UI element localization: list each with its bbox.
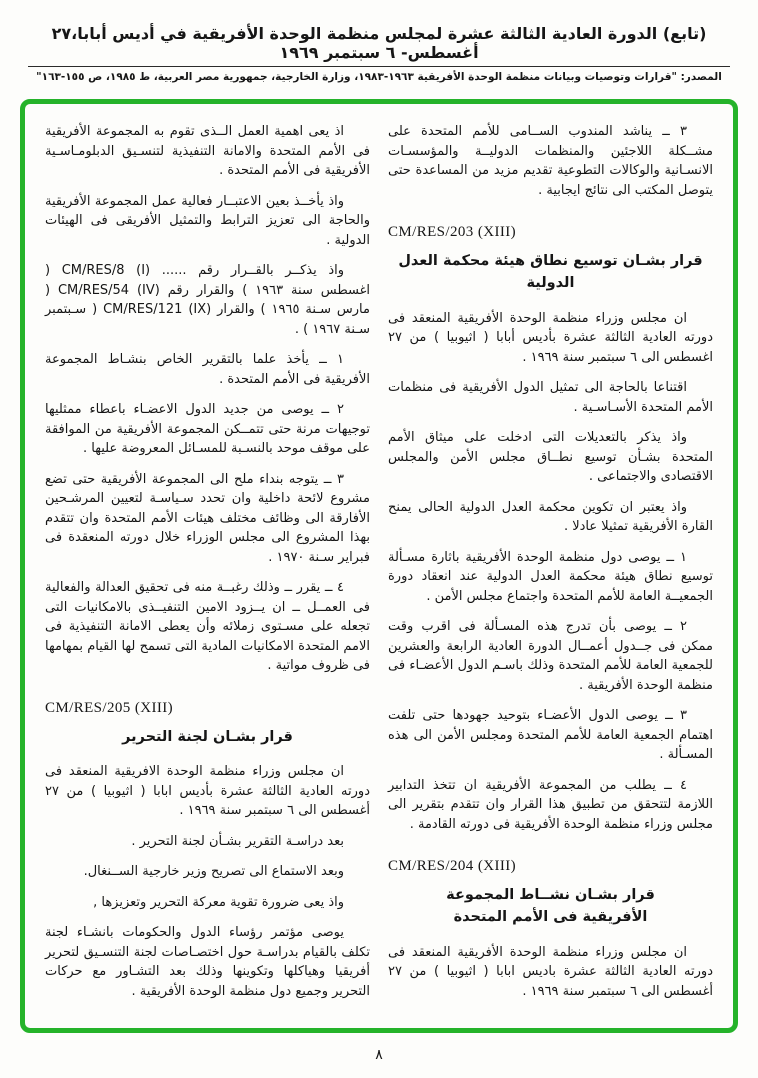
column-right <box>388 122 713 1012</box>
resolution-title-line: قرار بشـان توسيع نطاق هيئة محكمة العدل الدولية <box>398 253 703 291</box>
paragraph-preamble: واذ يذكر بالتعديلات التى ادخلت على ميثاق الأمم المتحدة بشـأن توسيع نطــاق مجلس الأمن والمجلس الاقتصادى والاجتماعى . <box>388 430 713 484</box>
paragraph-preamble: اقتناعا بالحاجة الى تمثيل الدول الأفريقية فى منظمات الأمم المتحدة الأسـاسـية . <box>388 380 713 415</box>
paragraph-preamble: اذ يعى اهمية العمل الــذى تقوم به المجموعة الأفريقية فى الأمم المتحدة والامانة التنفيذية لتنسـيق الدبلومـاسـية الأفريقية فى الأمم المتحدة . <box>45 124 370 178</box>
source-citation: المصدر: "قرارات وتوصيات وبيانات منظمة الوحدة الأفريقية ١٩٦٣-١٩٨٣، وزارة الخارجية، جمهورية مصر العربية، ط ١٩٨٥، ص ١٥٥-١٦٣" <box>36 71 722 83</box>
paragraph-preamble: واذ يعى ضرورة تقوية معركة التحرير وتعزيزها , <box>93 894 344 910</box>
paragraph-council-preamble: ان مجلس وزراء منظمة الوحدة الأفريقية المنعقد فى دورته العادية الثالثة عشرة باديس ابابا ( اثيوبيا ) من ٢٧ أغسطس الى ٦ سبتمبر سنة ١٩٦٩ . <box>388 944 713 999</box>
paragraph-preamble: بعد دراسـة التقرير بشـأن لجنة التحرير . <box>131 833 344 849</box>
page-header <box>0 0 758 83</box>
paragraph-item-3: ٣ ــ يتوجه بنداء ملح الى المجموعة الأفريقية حتى تضع مشروع لائحة داخلية وان تحدد سـياسـة لتعيين المرشـحين الأفارقة الى وظائف مختلف هيئات الأمم المتحدة وان تتقدم بهذا المشروع الى مجلس الوزراء خلال دورته المنعقدة فى فبراير سـنة ١٩٧٠ . <box>45 471 370 565</box>
green-border-frame <box>20 99 738 1033</box>
paragraph-item-1: ١ ــ يوصى دول منظمة الوحدة الأفريقية باثارة مسـألة توسيع نطاق هيئة محكمة العدل الدولية عند انعقاد دورة الجمعيــة العامة للأمم المتحدة واجتماع مجلس الأمن . <box>388 549 713 604</box>
paragraph-operative: يوصى مؤتمر رؤساء الدول والحكومات بانشـاء لجنة تكلف بالقيام بدراسـة حول اختصـاصات لجنة التنسـيق لتحرير أفريقيا وهياكلها وتكوينها وذلك بعد التشـاور مع حركات التحرير وجميع دول منظمة الوحدة الأفريقية . <box>45 925 370 999</box>
paragraph-preamble: واذ يعتبر ان تكوين محكمة العدل الدولية الحالى يمنح القارة الأفريقية تمثيلا عادلا . <box>388 499 713 534</box>
session-title: (تابع) الدورة العادية الثالثة عشرة لمجلس منظمة الوحدة الأفريقية في أديس أبابا،٢٧ أغسطس- ٦ سبتمبر ١٩٦٩ <box>51 24 707 62</box>
resolution-title-204 <box>388 885 713 929</box>
resolution-title-205 <box>45 727 370 749</box>
paragraph-council-preamble: ان مجلس وزراء منظمة الوحدة الافريقية المنعقد فى دورته العادية الثالثة عشرة بأديس ابابا ( اثيوبيا ) من ٢٧ أغسطس الى ٦ سبتمبر سنة ١٩٦٩ . <box>45 764 370 819</box>
paragraph-council-preamble: ان مجلس وزراء منظمة الوحدة الأفريقية المنعقد فى دورته العادية الثالثة عشرة بأديس أبابا ( اثيوبيا ) من ٢٧ اغسطس الى ٦ سبتمبر سنة ١٩٦٩ . <box>388 310 713 365</box>
paragraph-item-4: ٤ ــ يقرر ــ وذلك رغبــة منه فى تحقيق العدالة والفعالية فى العمــل ــ ان يــزود الامين التنفيــذى بالامكانيات التى تجعله على مسـتوى زملائه وأن يعطى الامانة التنفيذية فى الامم المتحدة الامكانيات المادية التى تسمح لها القيام بمهامها فى ظروف مواتية . <box>45 580 370 673</box>
paragraph-continuation-item-3: ٣ ــ يناشد المندوب الســامى للأمم المتحدة على مشــكلة اللاجئين والمنظمات الدوليــة والمؤسسـات الانسـانية والوكالات التطوعية تقديم مزيد من المساعدة حتى يتوصل المكتب الى نتائج ايجابية . <box>388 124 713 198</box>
resolution-code-205: CM/RES/205 (XIII) <box>45 699 174 716</box>
resolution-code-204: CM/RES/204 (XIII) <box>388 858 517 874</box>
paragraph-preamble: واذ يأخــذ بعين الاعتبــار فعالية عمل المجموعة الأفريقية والحاجة الى تعزيز الترابط والتمثيل الأفريقى فى الهيئات الدولية . <box>45 193 370 248</box>
header-divider <box>28 66 730 67</box>
resolution-title-line: قرار بشـان لجنة التحرير <box>122 728 293 745</box>
resolution-code-203: CM/RES/203 (XIII) <box>388 224 517 240</box>
paragraph-preamble: وبعد الاستماع الى تصريح وزير خارجية الســنغال. <box>83 864 344 880</box>
paragraph-item-1: ١ ــ يأخذ علما بالتقرير الخاص بنشـاط المجموعة الأفريقية فى الأمم المتحدة . <box>45 352 370 387</box>
page-number: ٨ <box>375 1047 383 1064</box>
resolution-title-line: قرار بشـان نشــاط المجموعة <box>446 887 655 903</box>
paragraph-item-4: ٤ ــ يطلب من المجموعة الأفريقية ان تتخذ التدابير اللازمة لتتحقق من تطبيق هذا القرار وان تتقدم بتقرير الى مجلس وزراء منظمة الوحدة الأفريقية فى دورته القادمة . <box>388 777 713 832</box>
two-column-layout <box>45 122 713 1012</box>
column-left <box>45 122 370 1012</box>
resolution-title-203 <box>388 251 713 295</box>
resolution-title-line: الأفريقية فى الأمم المتحدة <box>453 908 648 925</box>
paragraph-item-3: ٣ ــ يوصى الدول الأعضـاء بتوحيد جهودها حتى تلفت اهتمام الجمعية العامة للأمم المتحدة ومجلس الأمن الى هذه المسـألة . <box>388 708 713 762</box>
paragraph-recalling-resolutions: واذ يذكــر بالقــرار رقم ...... CM/RES/8 (I) ( اغسطس سنة ١٩٦٣ ) والقرار رقم CM/RES/54 (IV) ( مارس سـنة ١٩٦٥ ) والقرار CM/RES/121 (IX) ( سـبتمبر سـنة ١٩٦٧ ) . <box>45 263 370 337</box>
paragraph-item-2: ٢ ــ يوصى من جديد الدول الاعضـاء باعطاء ممثليها توجيهات مرنة حتى تتمــكن المجموعة الأفريقية من الموافقة على موقف موحد بالنسـبة للمسـائل المعروضة عليها . <box>45 402 370 456</box>
paragraph-item-2: ٢ ــ يوصى بأن تدرج هذه المسـألة فى اقرب وقت ممكن فى جــدول أعمــال الدورة العادية الرابعة والعشرين للجمعية العامة للأمم المتحدة وذلك باسـم الدول الأعضـاء فى منظمة الوحدة الأفريقية . <box>388 619 713 693</box>
